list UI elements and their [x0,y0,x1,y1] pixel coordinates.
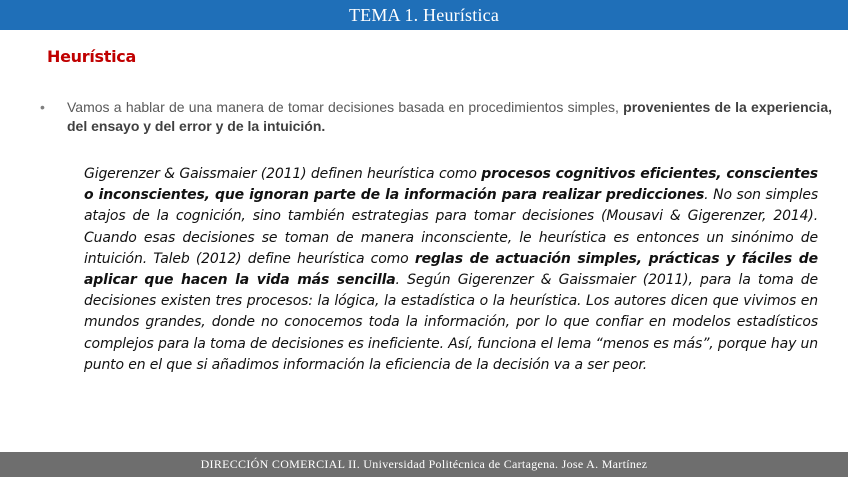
quote-part-1: Gigerenzer & Gaissmaier (2011) definen heurística como [84,166,482,182]
bullet-marker: • [40,99,45,115]
quote-part-3: . Según Gigerenzer & Gaissmaier (2011), para la toma de decisiones existen tres procesos: la lógica, la estadística o la heurística. Los autores dicen que vivimos en mundos grandes, donde no conocemos toda la información, por lo que confiar en modelos estadísticos complejos para la toma de decisiones es ineficiente. Así, funciona el lema “menos es más”, porque hay un punto en el que si añadimos información la eficiencia de la decisión va a ser peor. [84,272,818,373]
bullet-text-bold: provenientes de la experiencia, del ensayo y del error y de la intuición. [67,99,832,134]
header-bar [0,0,848,30]
bullet-item [40,98,832,136]
slide-title: TEMA 1. Heurística [348,4,500,25]
footer-bar [0,452,848,477]
quote-bold-2: reglas de actuación simples, prácticas y fáciles de aplicar que hacen la vida más sencilla [84,250,818,289]
footer-text: DIRECCIÓN COMERCIAL II. Universidad Politécnica de Cartagena. Jose A. Martínez [200,457,648,471]
quote-part-2: . No son simples atajos de la cognición, sino también estrategias para tomar decisiones (Mousavi & Gigerenzer, 2014). Cuando esas decisiones se toman de manera inconsciente, le heurística es entonces un sinónimo de intuición. Taleb (2012) define heurística como [84,187,818,267]
quote-bold-1: procesos cognitivos eficientes, conscientes o inconscientes, que ignoran parte de la información para realizar predicciones [84,166,818,204]
section-heading: Heurística [47,47,136,66]
bullet-text-plain: Vamos a hablar de una manera de tomar decisiones basada en procedimientos simples, [67,99,624,115]
bullet-text [67,98,832,136]
quote-paragraph [84,164,818,376]
